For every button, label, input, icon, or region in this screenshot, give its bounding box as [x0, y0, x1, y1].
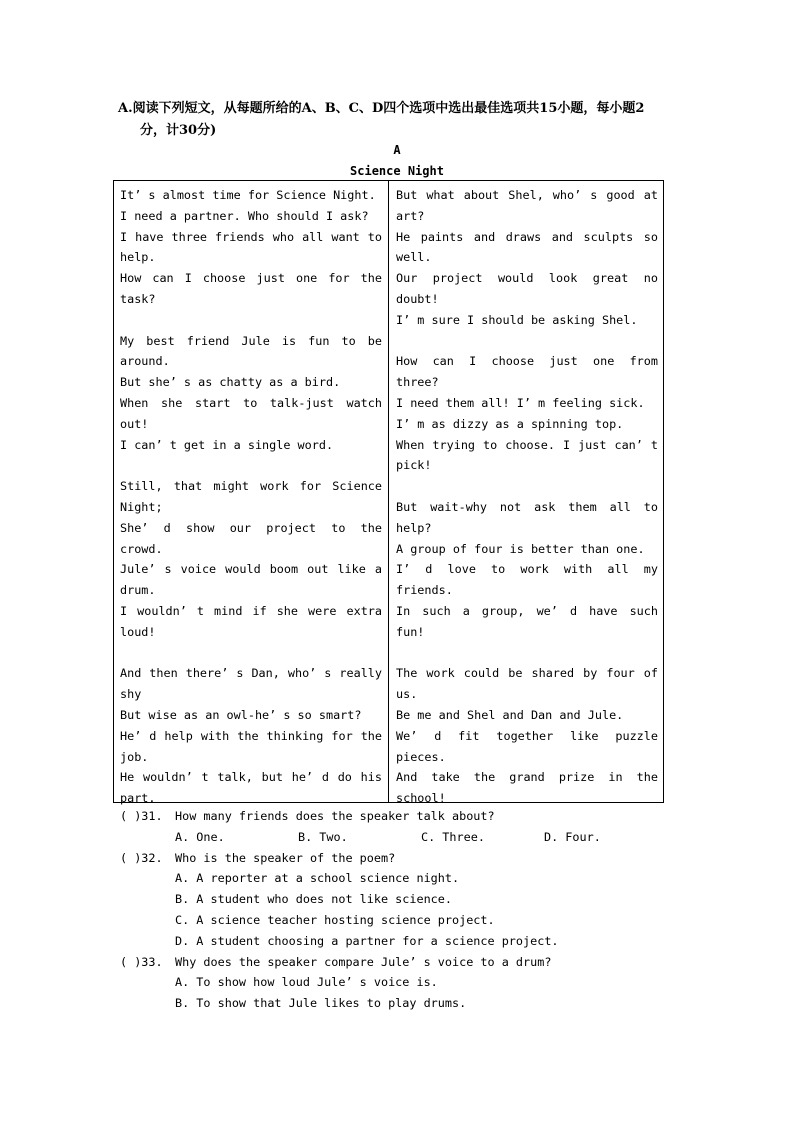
- answer-option[interactable]: B. To show that Jule likes to play drums.: [175, 996, 467, 1011]
- answer-option[interactable]: C. Three.: [421, 829, 485, 844]
- answer-option[interactable]: D. Four.: [544, 829, 601, 844]
- poem-line: I’ m sure I should be asking Shel.: [396, 312, 638, 327]
- answer-option[interactable]: C. A science teacher hosting science project.: [175, 912, 495, 927]
- poem-line: My best friend Jule is fun to be around.: [120, 333, 382, 369]
- question-stem: [120, 806, 720, 827]
- question-stem: [120, 952, 720, 973]
- instructions: [118, 98, 678, 142]
- poem-line: I need a partner. Who should I ask?: [120, 208, 369, 223]
- poem-line: I can’ t get in a single word.: [120, 437, 334, 452]
- answer-option[interactable]: D. A student choosing a partner for a science project.: [175, 933, 559, 948]
- poem-line: I’ d love to work with all my friends.: [396, 562, 658, 598]
- question-text: How many friends does the speaker talk about?: [175, 809, 495, 823]
- poem-line: When trying to choose. I just can’ t pick!: [396, 437, 658, 473]
- poem-line: But what about Shel, who’ s good at art?: [396, 188, 658, 223]
- poem-line: When she start to talk-just watch out!: [120, 395, 382, 431]
- poem-line: It’ s almost time for Science Night.: [120, 188, 376, 202]
- poem-line: I wouldn’ t mind if she were extra loud!: [120, 603, 382, 639]
- poem-line: He’ d help with the thinking for the job.: [120, 728, 382, 764]
- passage-label: A: [393, 143, 401, 157]
- answer-option[interactable]: A. To show how loud Jule’ s voice is.: [175, 975, 438, 990]
- poem-line: And take the grand prize in the school!: [396, 770, 658, 806]
- poem-line: Jule’ s voice would boom out like a drum.: [120, 562, 382, 598]
- poem-left-column: [120, 185, 382, 809]
- poem-line: We’ d fit together like puzzle pieces.: [396, 728, 658, 764]
- poem-line: He wouldn’ t talk, but he’ d do his part.: [120, 770, 382, 806]
- poem-line: I have three friends who all want to help.: [120, 229, 382, 265]
- question-text: Why does the speaker compare Jule’ s voice to a drum?: [175, 954, 552, 969]
- poem-line: A group of four is better than one.: [396, 541, 645, 556]
- question-list: [120, 806, 720, 1014]
- poem-line: I’ m as dizzy as a spinning top.: [396, 416, 624, 431]
- poem-line: The work could be shared by four of us.: [396, 666, 658, 702]
- answer-blank[interactable]: ( )32.: [120, 850, 163, 865]
- answer-option[interactable]: B. Two.: [298, 829, 348, 844]
- poem-line: Our project would look great no doubt!: [396, 271, 658, 306]
- poem-table: [113, 180, 664, 806]
- poem-line: Be me and Shel and Dan and Jule.: [396, 707, 624, 722]
- instruction-line-1: A.阅读下列短文，从每题所给的A、B、C、D四个选项中选出最佳选项共15小题，每小题2: [118, 101, 645, 116]
- option-row: [120, 827, 720, 848]
- answer-option[interactable]: A. A reporter at a school science night.: [175, 871, 460, 886]
- poem-line: I need them all! I’ m feeling sick.: [396, 395, 645, 410]
- poem-line: How can I choose just one for the task?: [120, 271, 382, 306]
- question-text: Who is the speaker of the poem?: [175, 850, 396, 865]
- poem-line: Still, that might work for Science Night;: [120, 479, 382, 514]
- instruction-line-2: 分，计30分): [140, 123, 217, 138]
- answer-option[interactable]: B. A student who does not like science.: [175, 892, 452, 907]
- poem-line: In such a group, we’ d have such fun!: [396, 603, 658, 639]
- question-stem: [120, 848, 720, 869]
- answer-blank[interactable]: ( )33.: [120, 954, 163, 969]
- poem-line: But wait-why not ask them all to help?: [396, 499, 658, 535]
- poem-line: But she’ s as chatty as a bird.: [120, 375, 341, 390]
- poem-line: How can I choose just one from three?: [396, 354, 658, 390]
- poem-line: He paints and draws and sculpts so well.: [396, 229, 658, 265]
- poem-right-column: [396, 185, 658, 809]
- poem-line: But wise as an owl-he’ s so smart?: [120, 707, 362, 722]
- poem-line: And then there’ s Dan, who’ s really shy: [120, 666, 382, 702]
- column-divider: [388, 181, 389, 802]
- poem-line: She’ d show our project to the crowd.: [120, 520, 382, 556]
- answer-option[interactable]: A. One.: [175, 829, 225, 844]
- passage-title: Science Night: [350, 164, 444, 178]
- answer-blank[interactable]: ( )31.: [120, 809, 163, 823]
